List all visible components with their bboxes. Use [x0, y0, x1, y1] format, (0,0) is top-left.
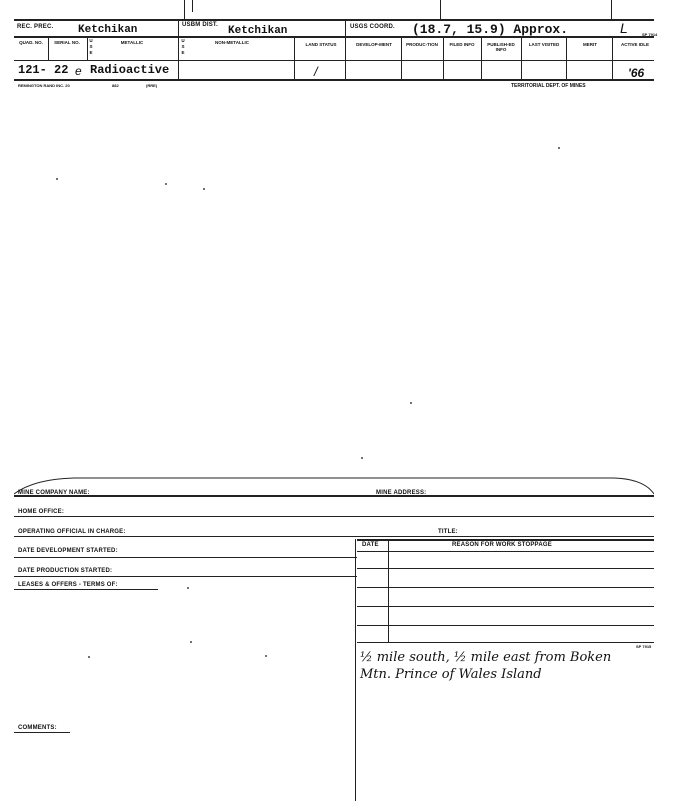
lower-card-top-curve — [14, 474, 654, 496]
date-column-divider — [388, 539, 389, 643]
title-label: TITLE: — [438, 529, 458, 535]
col-production: PRODUC-TION — [406, 42, 438, 47]
speck — [265, 655, 267, 657]
stoppage-row-3 — [357, 606, 654, 607]
usgs-coord-label: USGS COORD. — [350, 24, 395, 30]
speck — [56, 178, 58, 180]
home-office-rule — [14, 516, 654, 517]
usbm-dist-value: Ketchikan — [228, 25, 288, 37]
col-non-metallic: NON-METALLIC — [215, 40, 249, 45]
col-development: DEVELOP-MENT — [356, 42, 392, 47]
top-stub-1 — [184, 0, 185, 19]
col-divider-d — [87, 36, 88, 60]
stoppage-row-5 — [357, 642, 654, 643]
stoppage-row-1 — [357, 568, 654, 569]
date-header-bottom-rule — [357, 551, 654, 552]
usgs-coord-value: (18.7, 15.9) Approx. — [412, 22, 569, 37]
date-prod-rule — [14, 576, 357, 577]
date-header-top-rule — [357, 539, 654, 541]
row-active-idle: '66 — [628, 66, 645, 80]
col-last-visited: LAST VISITED — [528, 42, 560, 47]
reason-column-label: REASON FOR WORK STOPPAGE — [452, 542, 552, 548]
col-divider-c — [48, 36, 49, 60]
speck — [203, 188, 205, 190]
header-top-rule — [14, 19, 654, 21]
printer-code-1: 882 — [112, 83, 119, 88]
col-filed-info: FILED INFO — [449, 42, 475, 47]
col-quad-no: QUAD. NO. — [19, 40, 43, 45]
header-bottom-rule — [14, 79, 654, 81]
mine-company-name-label: MINE COMPANY NAME: — [18, 490, 90, 496]
comments-rule — [14, 732, 70, 733]
speck — [361, 457, 363, 459]
date-dev-rule — [14, 557, 357, 558]
corner-mark: L — [620, 20, 628, 36]
col-use-marks: U S E — [89, 38, 93, 55]
row-land-status: / — [314, 64, 318, 79]
speck — [558, 147, 560, 149]
col-divider-b — [345, 19, 346, 80]
speck — [190, 641, 192, 643]
home-office-label: HOME OFFICE: — [18, 509, 65, 515]
stoppage-row-2 — [357, 587, 654, 588]
handwritten-location-line1: ½ mile south, ½ mile east from Boken — [360, 650, 612, 665]
date-dev-started-label: DATE DEVELOPMENT STARTED: — [18, 548, 118, 554]
form-number-bottom: SP 7915 — [636, 644, 652, 649]
left-section-divider — [355, 539, 356, 801]
mine-address-label: MINE ADDRESS: — [376, 490, 427, 496]
stoppage-row-4 — [357, 625, 654, 626]
rec-prec-value: Ketchikan — [78, 24, 138, 36]
col-divider-f — [401, 36, 402, 80]
operating-official-rule — [14, 536, 654, 537]
col-published-info: PUBLISH-ED INFO — [487, 42, 515, 52]
col-divider-e — [294, 36, 295, 80]
col-merit: MERIT — [583, 42, 597, 47]
row-metallic: Radioactive — [90, 63, 170, 77]
speck — [410, 402, 412, 404]
header-sub-rule — [14, 60, 654, 61]
col-active-idle: ACTIVE IDLE — [620, 42, 649, 47]
date-prod-started-label: DATE PRODUCTION STARTED: — [18, 568, 113, 574]
handwritten-location-line2: Mtn. Prince of Wales Island — [360, 667, 542, 682]
speck — [187, 587, 189, 589]
mine-company-rule — [14, 495, 654, 497]
operating-official-label: OPERATING OFFICIAL IN CHARGE: — [18, 529, 126, 535]
col-divider-g — [443, 36, 444, 80]
leases-offers-label: LEASES & OFFERS - TERMS OF: — [18, 582, 118, 588]
date-column-label: DATE — [362, 542, 379, 548]
speck — [165, 183, 167, 185]
row-use-mark: e — [75, 64, 82, 78]
col-metallic: METALLIC — [120, 40, 144, 45]
speck — [88, 656, 90, 658]
col-land-status: LAND STATUS — [305, 42, 337, 47]
top-stub-4 — [611, 0, 612, 19]
form-number-top: SP 7914 — [642, 32, 658, 37]
leases-rule — [14, 589, 158, 590]
top-stub-2 — [192, 0, 193, 12]
col-serial-no: SERIAL NO. — [54, 40, 80, 45]
top-stub-3 — [440, 0, 441, 19]
col-use-marks-2: U S E — [181, 38, 185, 55]
comments-label: COMMENTS: — [18, 725, 57, 731]
col-divider-a — [178, 19, 179, 80]
printer-code-2: (RRE) — [146, 83, 158, 88]
rec-prec-label: REC. PREC. — [17, 24, 54, 30]
col-divider-i — [521, 36, 522, 80]
department-imprint: TERRITORIAL DEPT. OF MINES — [511, 83, 586, 89]
row-quad-serial: 121- 22 — [18, 63, 69, 77]
col-divider-h — [481, 36, 482, 80]
col-divider-j — [566, 36, 567, 80]
col-divider-k — [612, 36, 613, 80]
printer-imprint: REMINGTON RAND INC. 20 — [18, 83, 70, 88]
usbm-dist-label: USBM DIST. — [182, 22, 219, 28]
